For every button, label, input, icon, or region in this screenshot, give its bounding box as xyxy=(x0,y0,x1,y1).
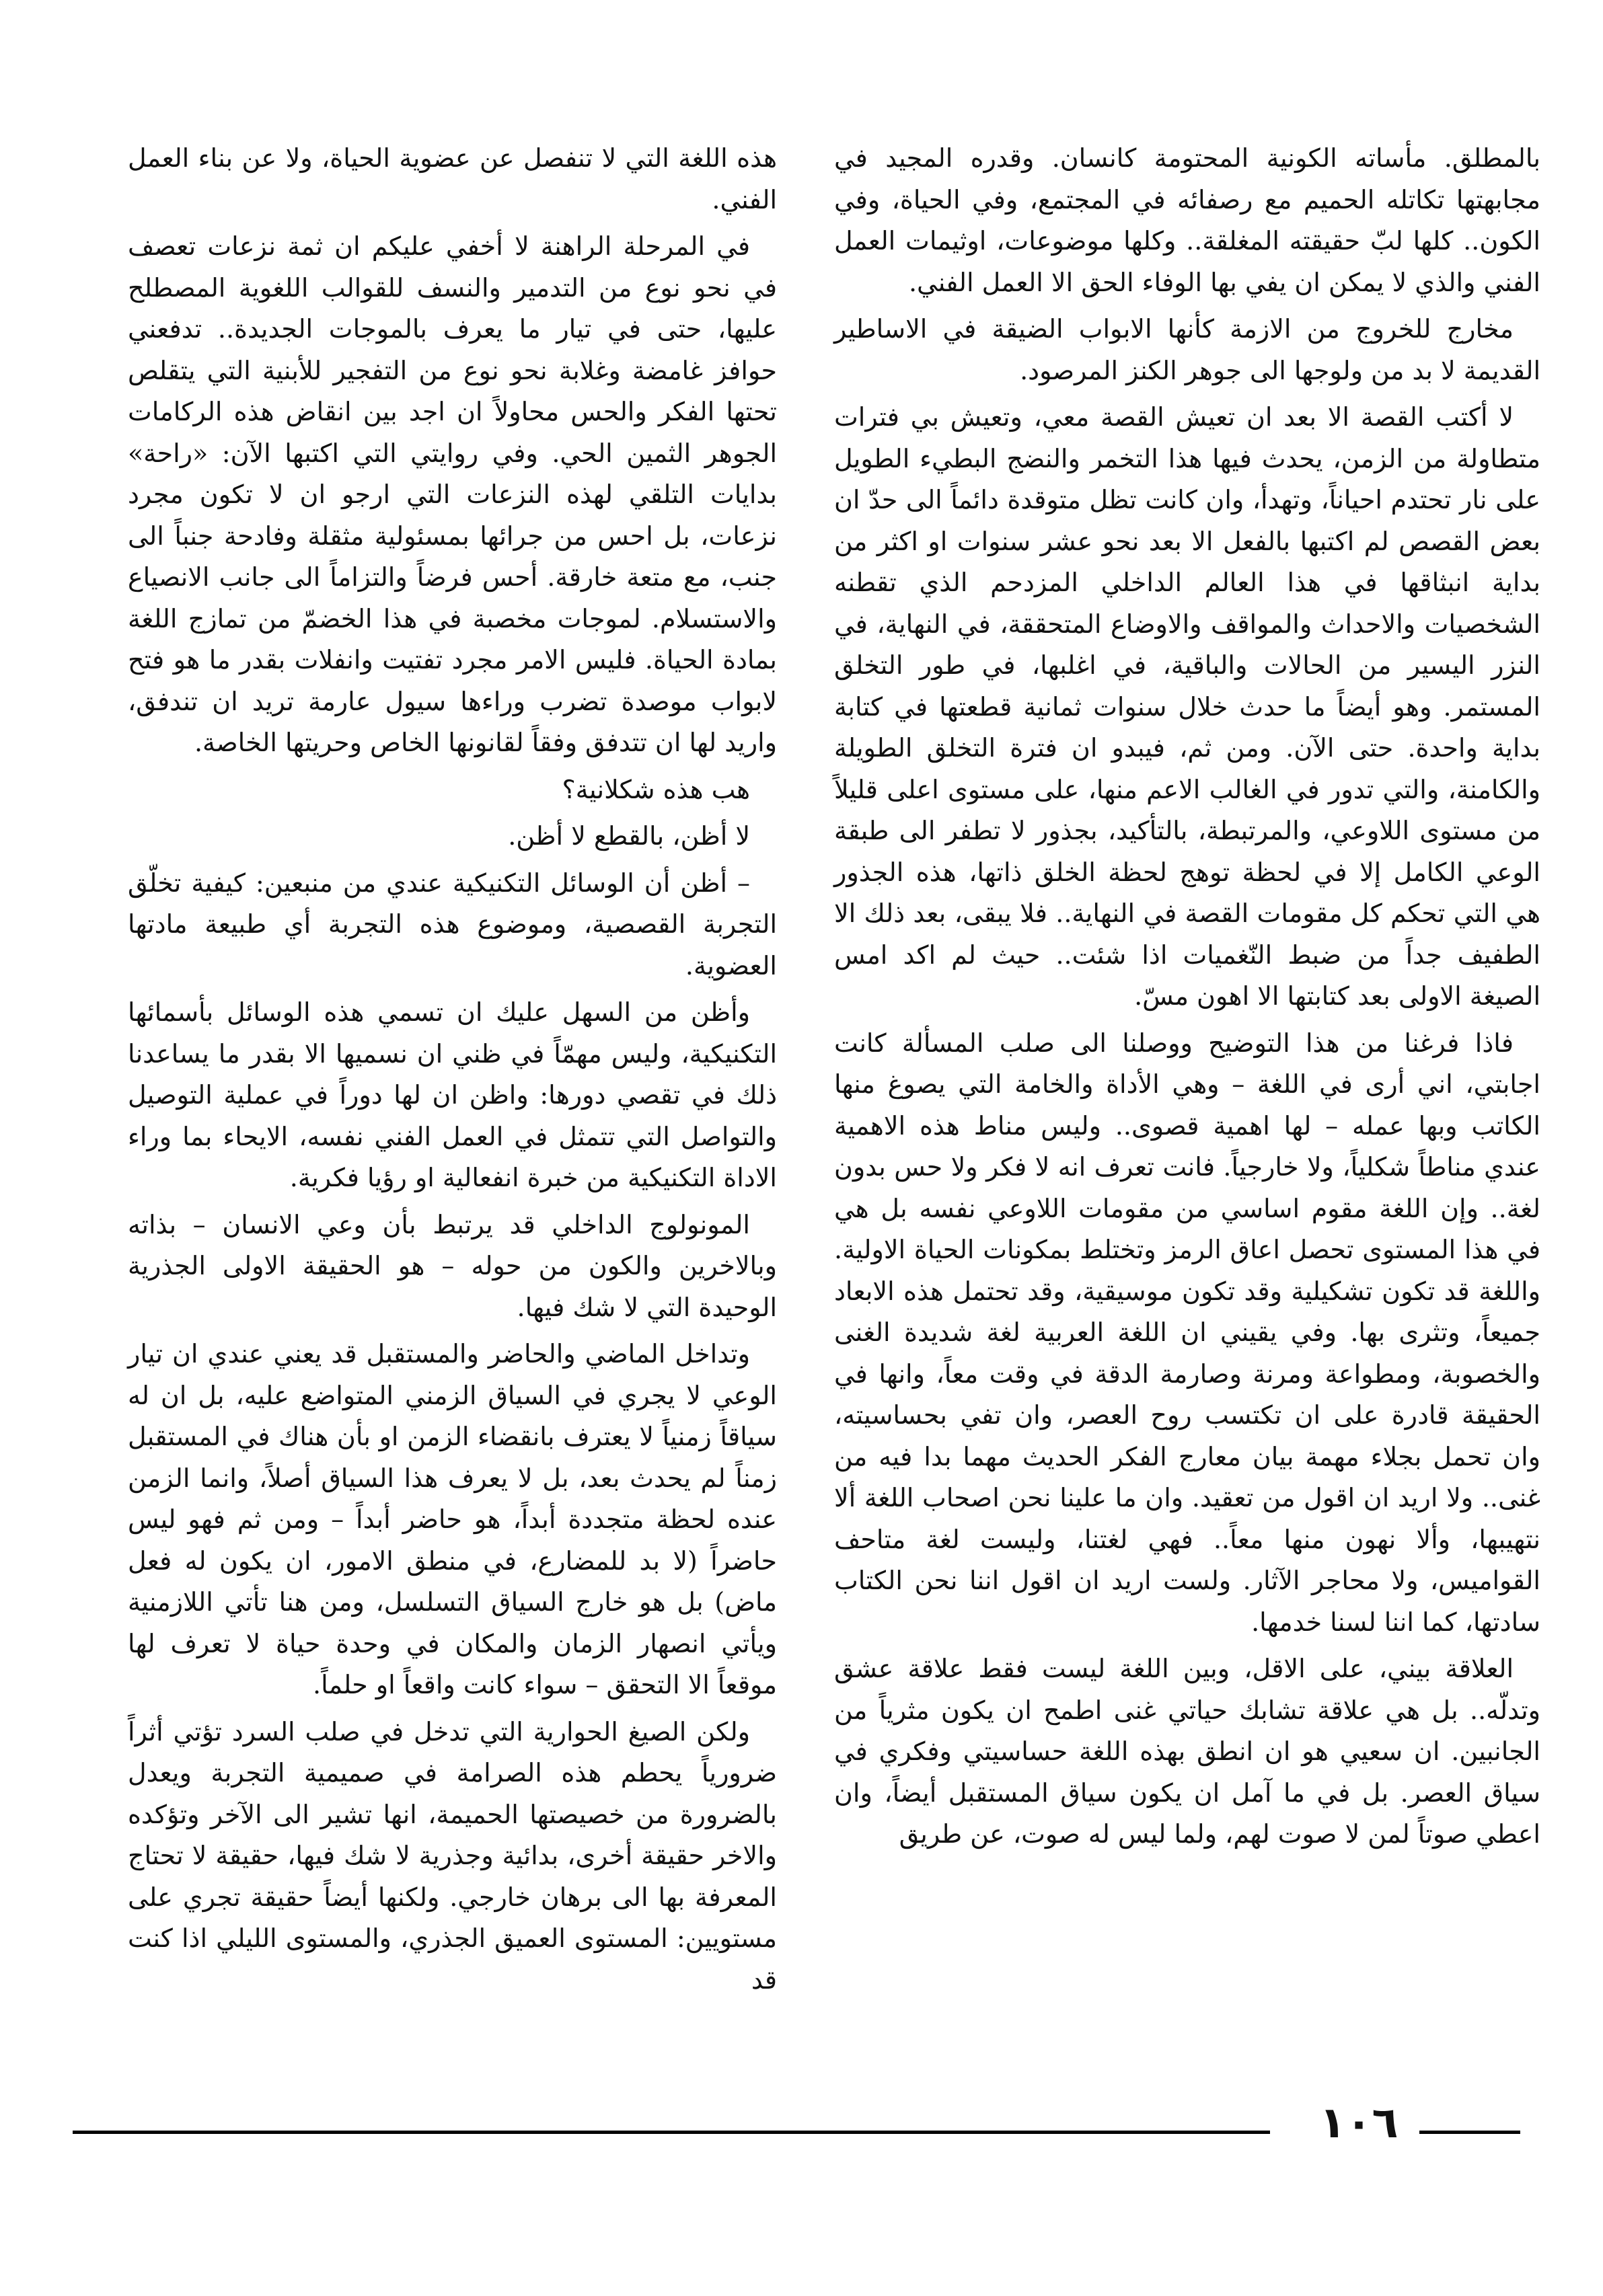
paragraph: مخارج للخروج من الازمة كأنها الابواب الضيقة في الاساطير القديمة لا بد من ولوجها الى جوهر الكنز المرصود. xyxy=(834,314,1540,385)
page-number: ١٠٦ xyxy=(1319,2098,1399,2148)
paragraph: في المرحلة الراهنة لا أخفي عليكم ان ثمة نزعات تعصف في نحو نوع من التدمير والنسف للقوالب اللغوية المصطلح عليها، حتى في تيار ما يعرف بالموجات الجديدة.. تدفعني حوافز غامضة وغلابة نحو نوع من التفجير للأبنية التي يتقلص تحتها الفكر والحس محاولاً ان اجد بين انقاض هذه الركامات الجوهر الثمين الحي. وفي روايتي التي اكتبها الآن: «راحة» بدايات التلقي لهذه النزعات التي ارجو ان لا تكون مجرد نزعات، بل احس من جرائها بمسئولية مثقلة وفادحة جنباً الى جنب، مع متعة خارقة. أحس فرضاً والتزاماً الى جانب الانصياع والاستسلام. لموجات مخصبة في هذا الخضمّ من تمازج اللغة بمادة الحياة. فليس الامر مجرد تفتيت وانفلات بقدر ما هو فتح لابواب موصدة تضرب وراءها سيول عارمة تريد ان تندفق، واريد لها ان تتدفق وفقاً لقانونها الخاص وحريتها الخاصة. xyxy=(128,231,777,757)
paragraph: هب هذه شكلانية؟ xyxy=(562,774,750,804)
paragraph: فاذا فرغنا من هذا التوضيح ووصلنا الى صلب المسألة كانت اجابتي، اني أرى في اللغة – وهي الأداة والخامة التي يصوغ منها الكاتب وبها عمله – لها اهمية قصوى.. وليس مناط هذه الاهمية عندي مناطاً شكلياً، ولا خارجياً. فانت تعرف انه لا فكر ولا حس بدون لغة.. وإن اللغة مقوم اساسي من مقومات اللاوعي نفسه بل هي في هذا المستوى تحصل اعاق الرمز وتختلط بمكونات الحياة الاولية. واللغة قد تكون تشكيلية وقد تكون موسيقية، وقد تحتمل هذه الابعاد جميعاً، وتثرى بها. وفي يقيني ان اللغة العربية لغة شديدة الغنى والخصوبة، ومطواعة ومرنة وصارمة الدقة في وقت معاً، وانها في الحقيقة قادرة على ان تكتسب روح العصر، وان تفي بحساسيته، وان تحمل بجلاء مهمة بيان معارج الفكر الحديث مهما بدا فيه من غنى.. ولا اريد ان اقول من تعقيد. وان ما علينا نحن اصحاب اللغة ألا نتهيبها، وألا نهون منها معاً.. فهي لغتنا، وليست لغة متاحف القواميس، ولا محاجر الآثار. ولست اريد ان اقول اننا نحن الكتاب سادتها، كما اننا لسنا خدمها. xyxy=(834,1028,1540,1637)
left-column xyxy=(128,138,777,2006)
paragraph: هذه اللغة التي لا تنفصل عن عضوية الحياة، ولا عن بناء العمل الفني. xyxy=(128,143,777,215)
paragraph: – أظن أن الوسائل التكنيكية عندي من منبعين: كيفية تخلّق التجربة القصصية، وموضوع هذه التجربة أي طبيعة مادتها العضوية. xyxy=(128,868,777,981)
paragraph: لا أظن، بالقطع لا أظن. xyxy=(508,821,750,851)
paragraph: المونولوج الداخلي قد يرتبط بأن وعي الانسان – بذاته وبالاخرين والكون من حوله – هو الحقيقة الاولى الجذرية الوحيدة التي لا شك فيها. xyxy=(128,1209,777,1322)
paragraph: وأظن من السهل عليك ان تسمي هذه الوسائل بأسمائها التكنيكية، وليس مهمّاً في ظني ان نسميها الا بقدر ما يساعدنا ذلك في تقصي دورها: واظن ان لها دوراً في عملية التوصيل والتواصل التي تتمثل في العمل الفني نفسه، الايحاء بما وراء الاداة التكنيكية من خبرة انفعالية او رؤيا فكرية. xyxy=(128,997,778,1192)
footer-rule xyxy=(73,2131,1270,2134)
footer-rule-short xyxy=(1419,2131,1520,2134)
paragraph: ولكن الصيغ الحوارية التي تدخل في صلب السرد تؤتي أثراً ضرورياً يحطم هذه الصرامة في صميمية التجربة ويعدل بالضرورة من خصيصتها الحميمة، انها تشير الى الآخر وتؤكده والاخر حقيقة أخرى، بدائية وجذرية لا شك فيها، حقيقة لا تحتاج المعرفة بها الى برهان خارجي. ولكنها أيضاً حقيقة تجري على مستويين: المستوى العميق الجذري، والمستوى الليلي اذا كنت قد xyxy=(128,1716,777,1995)
right-column xyxy=(834,138,1540,1861)
paragraph: لا أكتب القصة الا بعد ان تعيش القصة معي، وتعيش بي فترات متطاولة من الزمن، يحدث فيها هذا التخمر والنضج البطيء الطويل على نار تحتدم احياناً، وتهدأ، وان كانت تظل متوقدة دائماً الى حدّ ان بعض القصص لم اكتبها بالفعل الا بعد نحو عشر سنوات او اكثر من بداية انبثاقها في هذا العالم الداخلي المزدحم الذي تقطنه الشخصيات والاحداث والمواقف والاوضاع المتحققة، في النهاية، في النزر اليسير من الحالات والباقية، في اغلبها، في طور التخلق المستمر. وهو أيضاً ما حدث خلال سنوات ثمانية قطعتها في كتابة بداية واحدة. حتى الآن. ومن ثم، فيبدو ان فترة التخلق الطويلة والكامنة، والتي تدور في الغالب الاعم منها، على مستوى اعلى قليلاً من مستوى اللاوعي، والمرتبطة، بالتأكيد، بجذور لا تطفر الى طبقة الوعي الكامل إلا في لحظة توهج لحظة الخلق ذاتها، هذه الجذور هي التي تحكم كل مقومات القصة في النهاية.. فلا يبقى، بعد ذلك الا الطفيف جداً من ضبط النّغميات اذا شئت.. حيث لم اكد امس الصيغة الاولى بعد كتابتها الا اهون مسّ. xyxy=(834,402,1540,1011)
paragraph: وتداخل الماضي والحاضر والمستقبل قد يعني عندي ان تيار الوعي لا يجري في السياق الزمني المتواضع عليه، بل ان له سياقاً زمنياً لا يعترف بانقضاء الزمن او بأن هناك في المستقبل زمناً لم يحدث بعد، بل لا يعرف هذا السياق أصلاً، وانما الزمن عنده لحظة متجددة أبداً، هو حاضر أبداً – ومن ثم فهو ليس حاضراً (لا بد للمضارع، في منطق الامور، ان يكون له فعل ماض) بل هو خارج السياق التسلسل، ومن هنا تأتي اللازمنية ويأتي انصهار الزمان والمكان في وحدة حياة لا تعرف لها موقعاً الا التحقق – سواء كانت واقعاً او حلماً. xyxy=(128,1339,777,1699)
paragraph: العلاقة بيني، على الاقل، وبين اللغة ليست فقط علاقة عشق وتدلّه.. بل هي علاقة تشابك حياتي غنى اطمح ان يكون مثرياً من الجانبين. ان سعيي هو ان انطق بهذه اللغة حساسيتي وفكري في سياق العصر. بل في ما آمل ان يكون سياق المستقبل أيضاً، وان اعطي صوتاً لمن لا صوت لهم، ولما ليس له صوت، عن طريق xyxy=(834,1654,1540,1849)
paragraph: بالمطلق. مأساته الكونية المحتومة كانسان. وقدره المجيد في مجابهتها تكاتله الحميم مع رصفائه في المجتمع، وفي الحياة، وفي الكون.. كلها لبّ حقيقته المغلقة.. وكلها موضوعات، اوثيمات العمل الفني والذي لا يمكن ان يفي بها الوفاء الحق الا العمل الفني. xyxy=(834,143,1540,297)
